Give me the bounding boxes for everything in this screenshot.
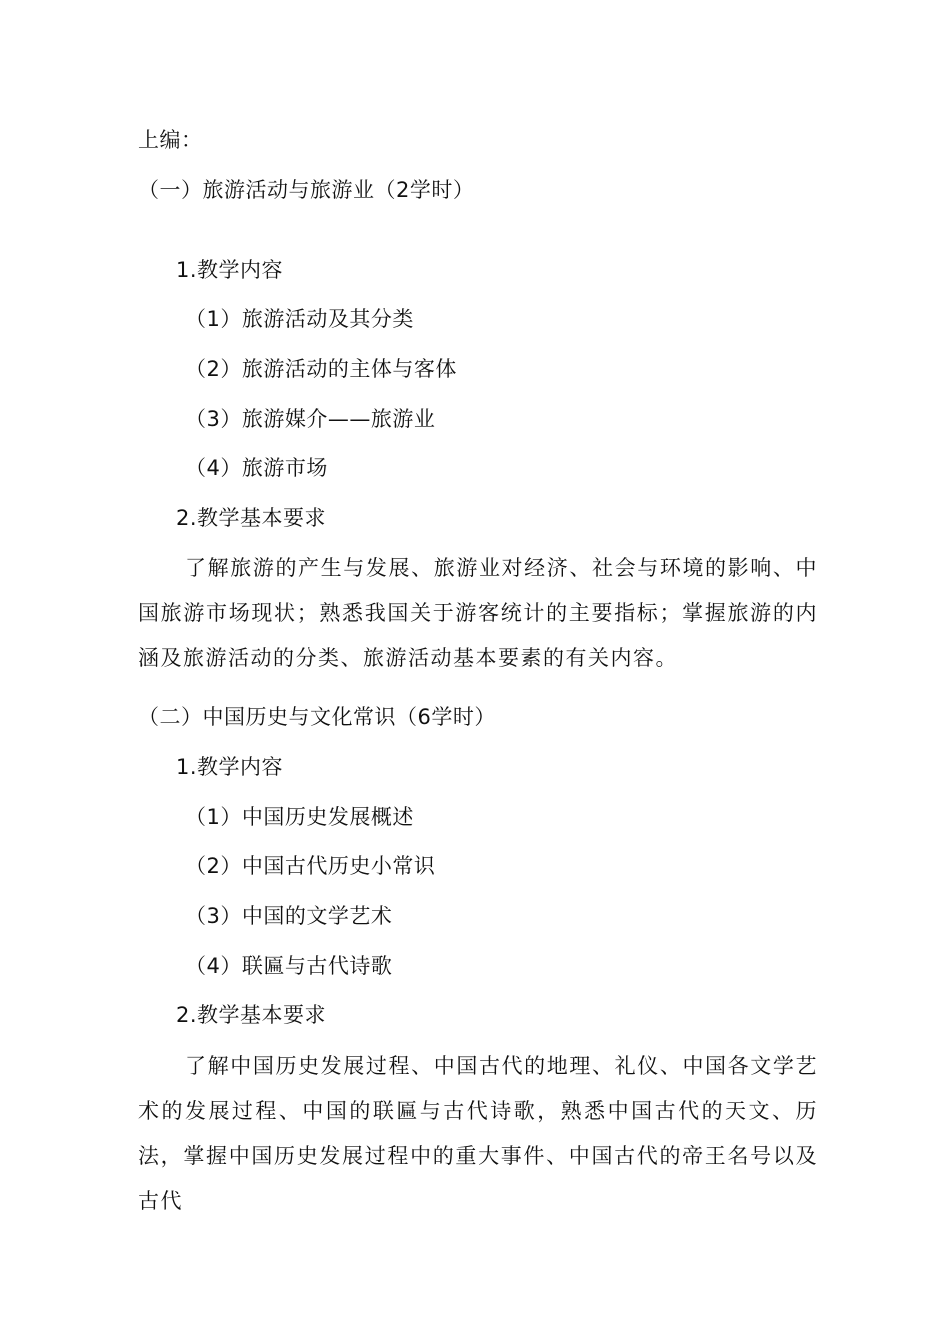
section-2-item: （2）中国古代历史小常识	[185, 854, 436, 878]
section-1-requirements-heading: 2.教学基本要求	[176, 506, 327, 530]
section-1-content-heading: 1.教学内容	[176, 258, 284, 282]
section-2-title: （二）中国历史与文化常识（6学时）	[138, 705, 496, 729]
section-1-item: （3）旅游媒介——旅游业	[185, 407, 436, 431]
section-1-item: （4）旅游市场	[185, 456, 328, 480]
section-2-content-heading: 1.教学内容	[176, 755, 284, 779]
section-1-title: （一）旅游活动与旅游业（2学时）	[138, 178, 475, 202]
section-2-item: （3）中国的文学艺术	[185, 904, 393, 928]
section-1-requirements-text: 了解旅游的产生与发展、旅游业对经济、社会与环境的影响、中国旅游市场现状；熟悉我国关于游客统计的主要指标；掌握旅游的内涵及旅游活动的分类、旅游活动基本要素的有关内容。	[138, 556, 818, 670]
section-2-requirements-heading: 2.教学基本要求	[176, 1003, 327, 1027]
section-2-item: （1）中国历史发展概述	[185, 805, 414, 829]
section-2-requirements-text: 了解中国历史发展过程、中国古代的地理、礼仪、中国各文学艺术的发展过程、中国的联匾与古代诗歌，熟悉中国古代的天文、历法，掌握中国历史发展过程中的重大事件、中国古代的帝王名号以及古代	[138, 1054, 818, 1213]
section-1-item: （1）旅游活动及其分类	[185, 307, 414, 331]
section-2-item: （4）联匾与古代诗歌	[185, 954, 393, 978]
section-1-item: （2）旅游活动的主体与客体	[185, 357, 457, 381]
part-heading: 上编：	[138, 128, 203, 152]
